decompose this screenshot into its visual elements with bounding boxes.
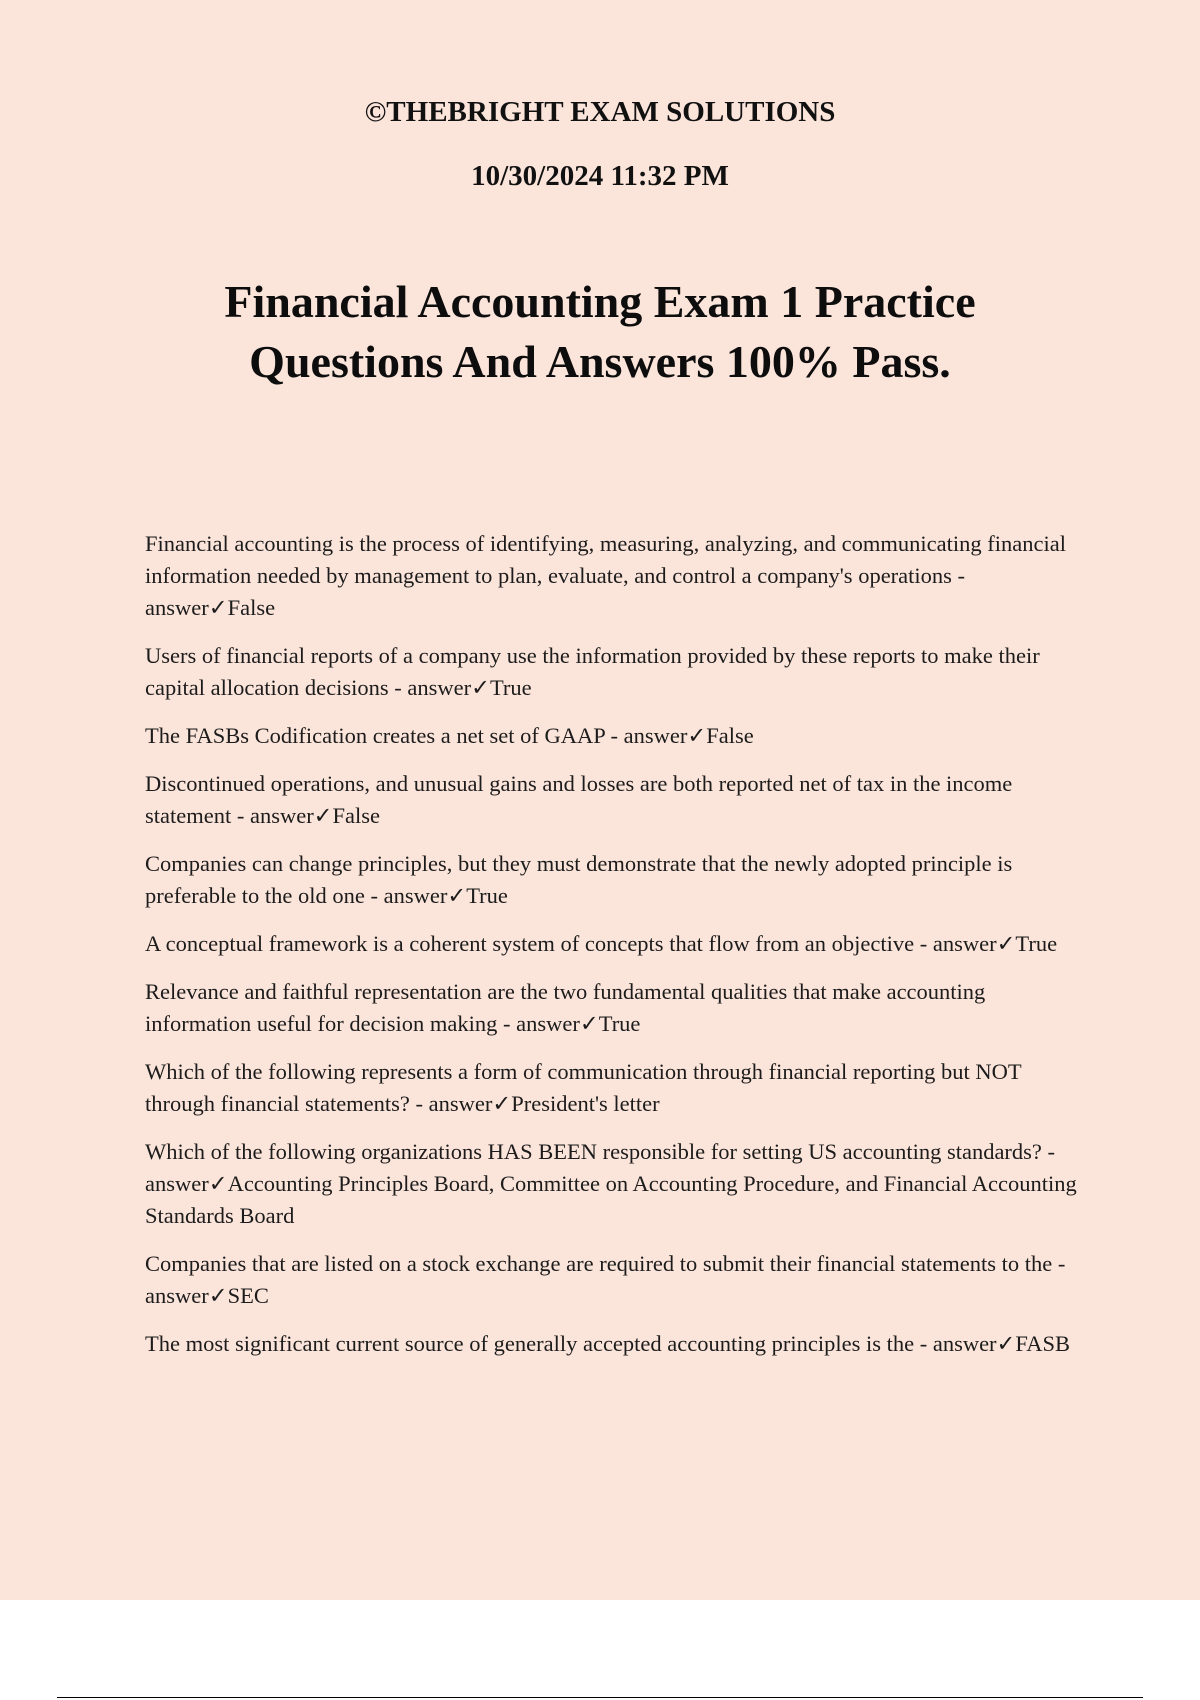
qa-item-3: The FASBs Codification creates a net set of GAAP - answer✓False (145, 723, 754, 748)
qa-item-5: Companies can change principles, but they must demonstrate that the newly adopted principle is preferable to the old one - answer✓True (145, 851, 1013, 908)
qa-item-7: Relevance and faithful representation are the two fundamental qualities that make accounting information useful for decision making - answer✓True (145, 979, 986, 1036)
qa-list (145, 528, 1095, 1376)
footer-divider (57, 1697, 1143, 1698)
qa-item-10: Companies that are listed on a stock exchange are required to submit their financial statements to the - answer✓SEC (145, 1251, 1066, 1308)
document-datetime: 10/30/2024 11:32 PM (471, 160, 729, 192)
qa-item-1: Financial accounting is the process of identifying, measuring, analyzing, and communicating financial information needed by management to plan, evaluate, and control a company's operations - answer✓False (145, 531, 1066, 620)
qa-item-11: The most significant current source of generally accepted accounting principles is the - answer✓FASB (145, 1331, 1071, 1356)
qa-item-8: Which of the following represents a form of communication through financial reporting but NOT through financial statements? - answer✓President's letter (145, 1059, 1022, 1116)
qa-item-9: Which of the following organizations HAS BEEN responsible for setting US accounting standards? - answer✓Accounting Principles Board, Committee on Accounting Procedure, and Financial Accounting Standards Board (145, 1139, 1077, 1228)
document-title-line-2: Questions And Answers 100% Pass. (249, 336, 951, 387)
document-title (0, 272, 1200, 392)
document-title-line-1: Financial Accounting Exam 1 Practice (224, 276, 976, 327)
qa-item-2: Users of financial reports of a company use the information provided by these reports to make their capital allocation decisions - answer✓True (145, 643, 1040, 700)
publisher-header: ©THEBRIGHT EXAM SOLUTIONS (364, 96, 836, 128)
qa-item-4: Discontinued operations, and unusual gains and losses are both reported net of tax in the income statement - answer✓False (145, 771, 1013, 828)
qa-item-6: A conceptual framework is a coherent system of concepts that flow from an objective - answer✓True (145, 931, 1058, 956)
